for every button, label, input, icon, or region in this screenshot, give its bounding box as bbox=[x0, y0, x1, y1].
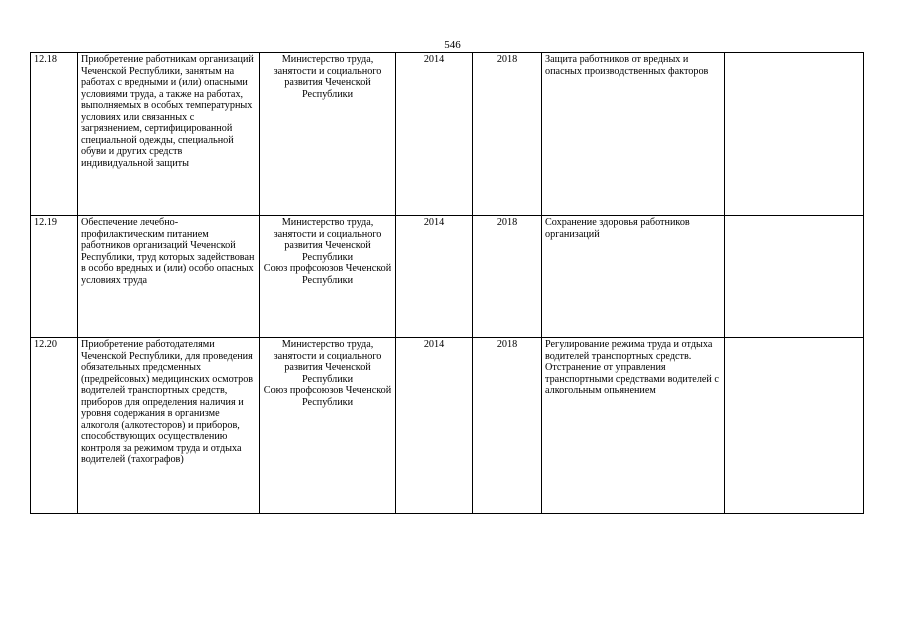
end-year: 2018 bbox=[473, 216, 542, 338]
responsible-executor: Министерство труда, занятости и социального развития Чеченской Республики bbox=[273, 217, 382, 263]
table-row bbox=[31, 53, 864, 216]
responsible-executors bbox=[260, 53, 396, 216]
page-number: 546 bbox=[444, 39, 461, 51]
start-year: 2014 bbox=[396, 216, 473, 338]
measure-description: Приобретение работодателями Чеченской Республики, для проведения обязательных предсменных (предрейсовых) медицинских осмотров водителей транспортных средств, приборов для определения наличия и уровня содержания в организме алкоголя (алкотесторов) и приборов, способствующих осуществлению контроля за режимом труда и отдыха водителей (тахографов) bbox=[78, 338, 260, 514]
expected-result: Защита работников от вредных и опасных производственных факторов bbox=[542, 53, 725, 216]
measure-description: Приобретение работникам организаций Чеченской Республики, занятым на работах с вредными и (или) опасными условиями труда, а также на работах, выполняемых в особых температурных условиях или связанных с загрязнением, сертифицированной специальной одежды, специальной обуви и других средств индивидуальной защиты bbox=[78, 53, 260, 216]
row-number: 12.18 bbox=[31, 53, 78, 216]
responsible-executor: Союз профсоюзов Чеченской Республики bbox=[263, 385, 392, 408]
start-year: 2014 bbox=[396, 338, 473, 514]
measure-description: Обеспечение лечебно-профилактическим питанием работников организаций Чеченской Республики, труд которых задействован в особо вредных и (или) особо опасных условиях труда bbox=[78, 216, 260, 338]
empty-cell bbox=[725, 216, 864, 338]
row-number: 12.20 bbox=[31, 338, 78, 514]
measures-table bbox=[30, 52, 864, 514]
empty-cell bbox=[725, 338, 864, 514]
responsible-executor: Союз профсоюзов Чеченской Республики bbox=[263, 263, 392, 286]
expected-result: Сохранение здоровья работников организаций bbox=[542, 216, 725, 338]
table-row bbox=[31, 216, 864, 338]
start-year: 2014 bbox=[396, 53, 473, 216]
responsible-executors bbox=[260, 216, 396, 338]
row-number: 12.19 bbox=[31, 216, 78, 338]
end-year: 2018 bbox=[473, 338, 542, 514]
table-row bbox=[31, 338, 864, 514]
responsible-executors bbox=[260, 338, 396, 514]
responsible-executor: Министерство труда, занятости и социального развития Чеченской Республики bbox=[273, 54, 382, 100]
responsible-executor: Министерство труда, занятости и социального развития Чеченской Республики bbox=[273, 339, 382, 385]
empty-cell bbox=[725, 53, 864, 216]
end-year: 2018 bbox=[473, 53, 542, 216]
expected-result: Регулирование режима труда и отдыха водителей транспортных средств. Отстранение от управления транспортными средствами водителей с алкогольным опьянением bbox=[542, 338, 725, 514]
